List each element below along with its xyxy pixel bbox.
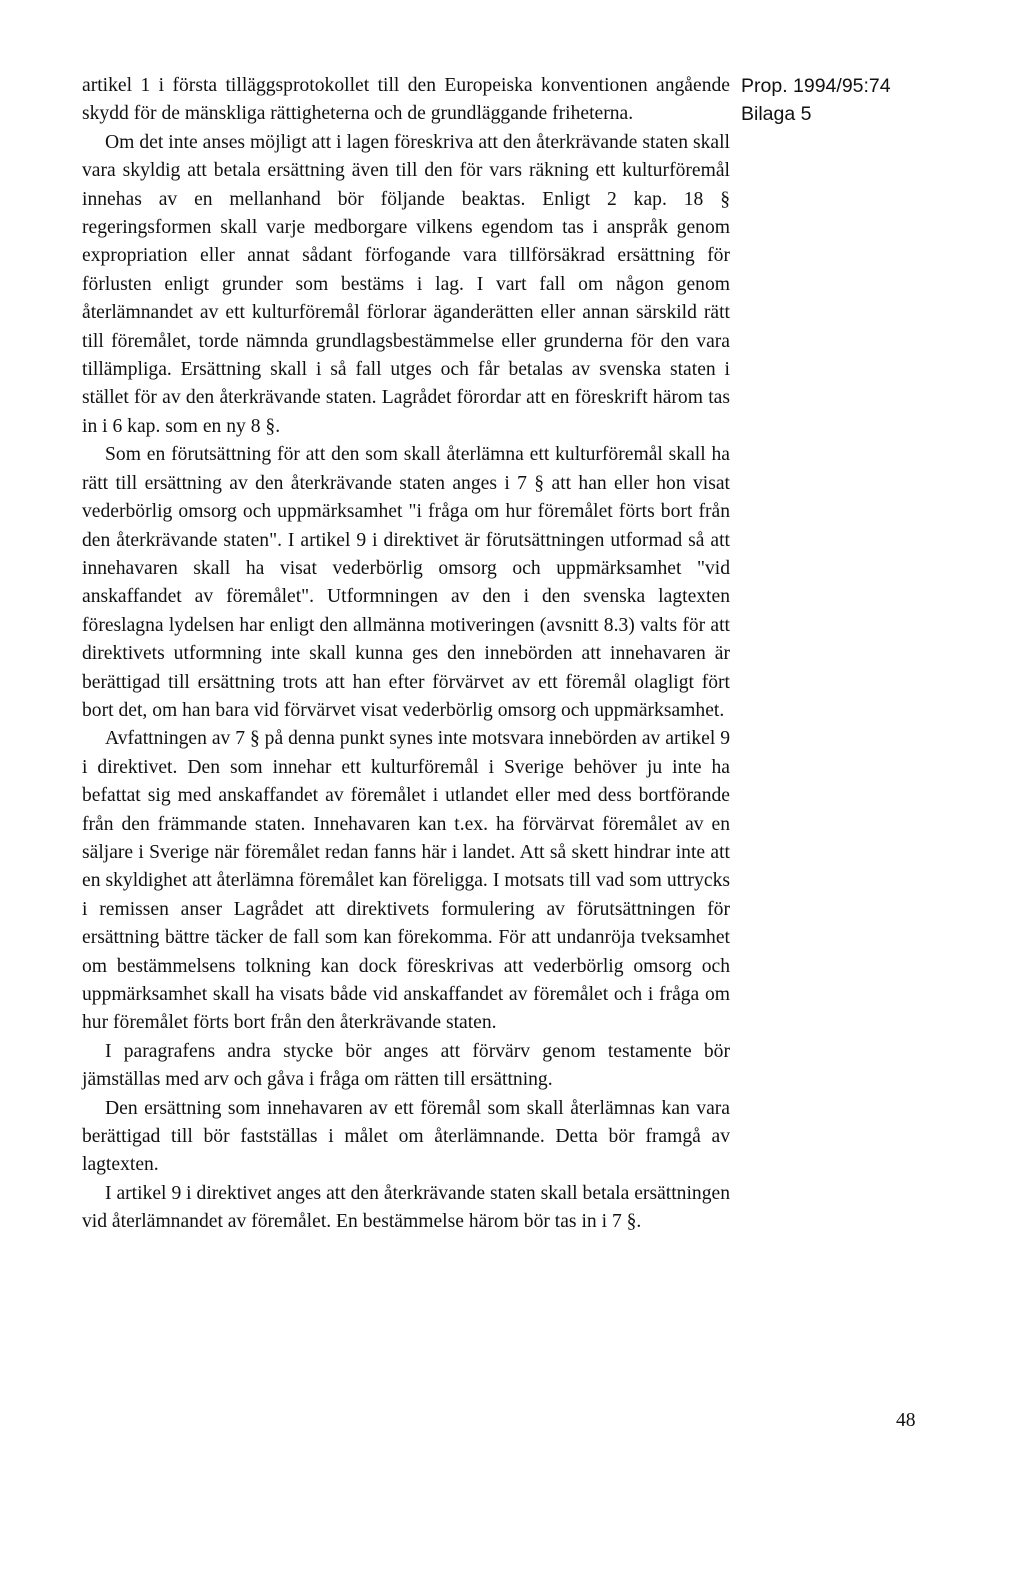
paragraph: Den ersättning som innehavaren av ett föremål som skall återlämnas kan vara berättigad till bör fastställas i målet om återlämnande. Detta bör framgå av lagtexten. (82, 1097, 730, 1176)
paragraph-continued: artikel 1 i första tilläggsprotokollet till den Europeiska konventionen angående skydd för de mänskliga rättigheterna och de grundläggande friheterna. (82, 75, 730, 125)
page-number: 48 (896, 1410, 916, 1431)
document-reference (741, 72, 961, 129)
paragraph: Om det inte anses möjligt att i lagen föreskriva att den återkrävande staten skall vara skyldig att betala ersättning även till den för vars räkning ett kulturföremål innehas av en mellanhand bör följande beaktas. Enligt 2 kap. 18 § regeringsformen skall varje medborgare vilkens egendom tas i anspråk genom expropriation eller annat sådant förfogande vara tillförsäkrad ersättning för förlusten enligt grunder som bestäms i lag. I vart fall om någon genom återlämnandet av ett kulturföremål förlorar äganderätten eller annan särskild rätt till föremålet, torde nämnda grundlagsbestämmelse eller grunderna för den vara tillämpliga. Ersättning skall i så fall utges och får betalas av svenska staten i stället för av den återkrävande staten. Lagrådet förordar att en föreskrift härom tas in i 6 kap. som en ny 8 §. (82, 131, 730, 437)
paragraph: Som en förutsättning för att den som skall återlämna ett kulturföremål skall ha rätt till ersättning av den återkrävande staten anges i 7 § att han eller hon visat vederbörlig omsorg och uppmärksamhet "i fråga om hur föremålet förts bort från den återkrävande staten". I artikel 9 i direktivet är förutsättningen utformad så att innehavaren skall ha visat vederbörlig omsorg och uppmärksamhet "vid anskaffandet av föremålet". Utformningen av den i den svenska lagtexten föreslagna lydelsen har enligt den allmänna motiveringen (avsnitt 8.3) valts för att direktivets utformning inte skall kunna ges den innebörden att innehavaren är berättigad till ersättning trots att han efter förvärvet av ett föremål olagligt fört bort det, om han bara vid förvärvet visat vederbörlig omsorg och uppmärksamhet. (82, 444, 730, 721)
proposition-number: Prop. 1994/95:74 (741, 75, 891, 97)
appendix-label: Bilaga 5 (741, 103, 812, 126)
body-text (82, 72, 730, 1237)
paragraph: Avfattningen av 7 § på denna punkt synes inte motsvara innebörden av artikel 9 i direktivet. Den som innehar ett kulturföremål i Sverige behöver ju inte ha befattat sig med anskaffandet av föremålet i utlandet eller med dess bortförande från den främmande staten. Innehavaren kan t.ex. ha förvärvat föremålet av en säljare i Sverige när föremålet redan fanns här i landet. Att så skett hindrar inte att en skyldighet att återlämna föremålet kan föreligga. I motsats till vad som uttrycks i remissen anser Lagrådet att direktivets formulering av förutsättningen för ersättning bättre täcker de fall som kan förekomma. För att undanröja tveksamhet om bestämmelsens tolkning kan dock föreskrivas att vederbörlig omsorg och uppmärksamhet skall ha visats både vid anskaffandet av föremålet och i fråga om hur föremålet förts bort från den återkrävande staten. (82, 728, 730, 1034)
paragraph: I artikel 9 i direktivet anges att den återkrävande staten skall betala ersättningen vid återlämnandet av föremålet. En bestämmelse härom bör tas in i 7 §. (82, 1182, 730, 1233)
paragraph: I paragrafens andra stycke bör anges att förvärv genom testamente bör jämställas med arv och gåva i fråga om rätten till ersättning. (82, 1040, 730, 1091)
